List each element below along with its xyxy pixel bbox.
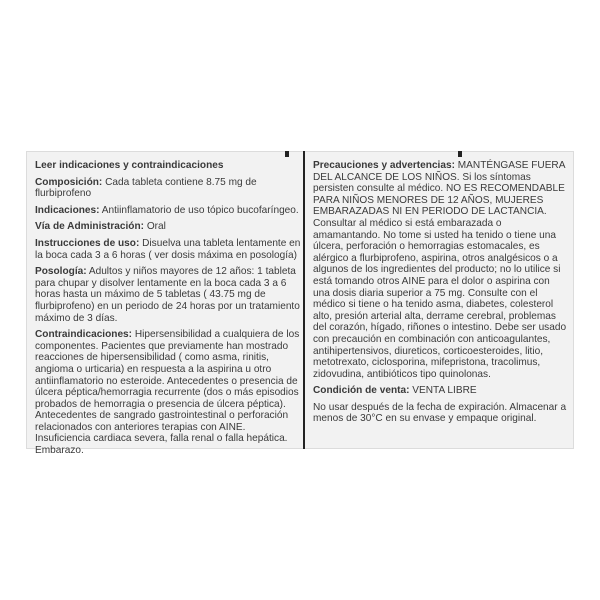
via-block (35, 221, 301, 233)
composicion-block (35, 177, 301, 200)
condicion-block (313, 385, 568, 397)
contraindicaciones-label: Contraindicaciones: (35, 329, 133, 341)
top-notch-right (458, 151, 462, 157)
instrucciones-label: Instrucciones de uso: (35, 237, 140, 249)
indicaciones-label: Indicaciones: (35, 204, 100, 216)
composicion-text: Cada tableta contiene 8.75 mg de flurbiprofeno (35, 176, 257, 200)
via-text: Oral (146, 221, 166, 233)
precauciones-text: MANTÉNGASE FUERA DEL ALCANCE DE LOS NIÑOS. Si los síntomas persisten consulte al médico. NO ES RECOMENDABLE PARA NIÑOS MENORES DE 12 AÑOS, MUJERES EMBARAZADAS NI EN PERIODO DE LACTANCIA. Consultar al médico si está embarazada o amamantando. No tome si usted ha tenido o tiene una úlcera, perforación o hemorragias estomacales, es alérgico a flurbiprofeno, aspirina, otros analgésicos o a algunos de los ingredientes del producto; no lo utilice si está tomando otros AINE para el dolor o aspirina con una dosis diaria superior a 75 mg. Consulte con el médico si tiene o ha tenido asma, diabetes, colesterol alto, presión arterial alta, derrame cerebral, problemas del corazón, hígado, riñones o intestino. Debe ser usado con precaución en combinación con anticoagulantes, antihipertensivos, diureticos, corticoesteroides, litio, metotrexato, ciclosporina, mifepristona, tracolimus, zidovudina, antibióticos tipo quinolonas. (313, 160, 567, 380)
instrucciones-block (35, 238, 301, 261)
condicion-label: Condición de venta: (313, 385, 410, 397)
posologia-block (35, 266, 301, 324)
contraindicaciones-text: Hipersensibilidad a cualquiera de los componentes. Pacientes que previamente han mostrado reacciones de hipersensibilidad ( como asma, rinitis, angioma o urticaria) en respuesta a la aspirina u otro antiinflamatorio no esteroide. Antecedentes o presencia de úlcera péptica/hemorragia recurrente (dos o más episodios probados de hemorragia o presencia de úlcera péptica). Antecedentes de sangrado gastrointestinal o perforación relacionados con anteriores terapias con AINE. Insuficiencia cardiaca severa, falla renal o falla hepática. Embarazo. (35, 329, 300, 457)
posologia-text: Adultos y niños mayores de 12 años: 1 tableta para chupar y disolver lentamente en la boca cada 3 a 6 horas hasta un máximo de 5 tabletas ( 43.75 mg de flurbiprofeno) en un periodo de 24 horas por un tratamiento máximo de 3 días. (35, 266, 300, 324)
indicaciones-block (35, 205, 301, 217)
almacenamiento-text: No usar después de la fecha de expiración. Almacenar a menos de 30°C en su envase y empaque original. (313, 401, 567, 425)
instrucciones-text: Disuelva una tableta lentamente en la boca cada 3 a 6 horas ( ver dosis máxima en posología) (35, 237, 301, 261)
contraindicaciones-block (35, 329, 301, 457)
condicion-text: VENTA LIBRE (412, 385, 477, 397)
section-heading: Leer indicaciones y contraindicaciones (35, 160, 224, 171)
left-column (35, 160, 301, 462)
via-label: Vía de Administración: (35, 221, 144, 233)
indicaciones-text: Antiinflamatorio de uso tópico bucofaríngeo. (101, 204, 299, 216)
precauciones-block (313, 160, 568, 380)
precauciones-label: Precauciones y advertencias: (313, 160, 455, 171)
top-notch-left (285, 151, 289, 157)
column-divider (303, 151, 305, 449)
posologia-label: Posología: (35, 266, 87, 278)
right-column (313, 160, 568, 430)
composicion-label: Composición: (35, 176, 103, 188)
